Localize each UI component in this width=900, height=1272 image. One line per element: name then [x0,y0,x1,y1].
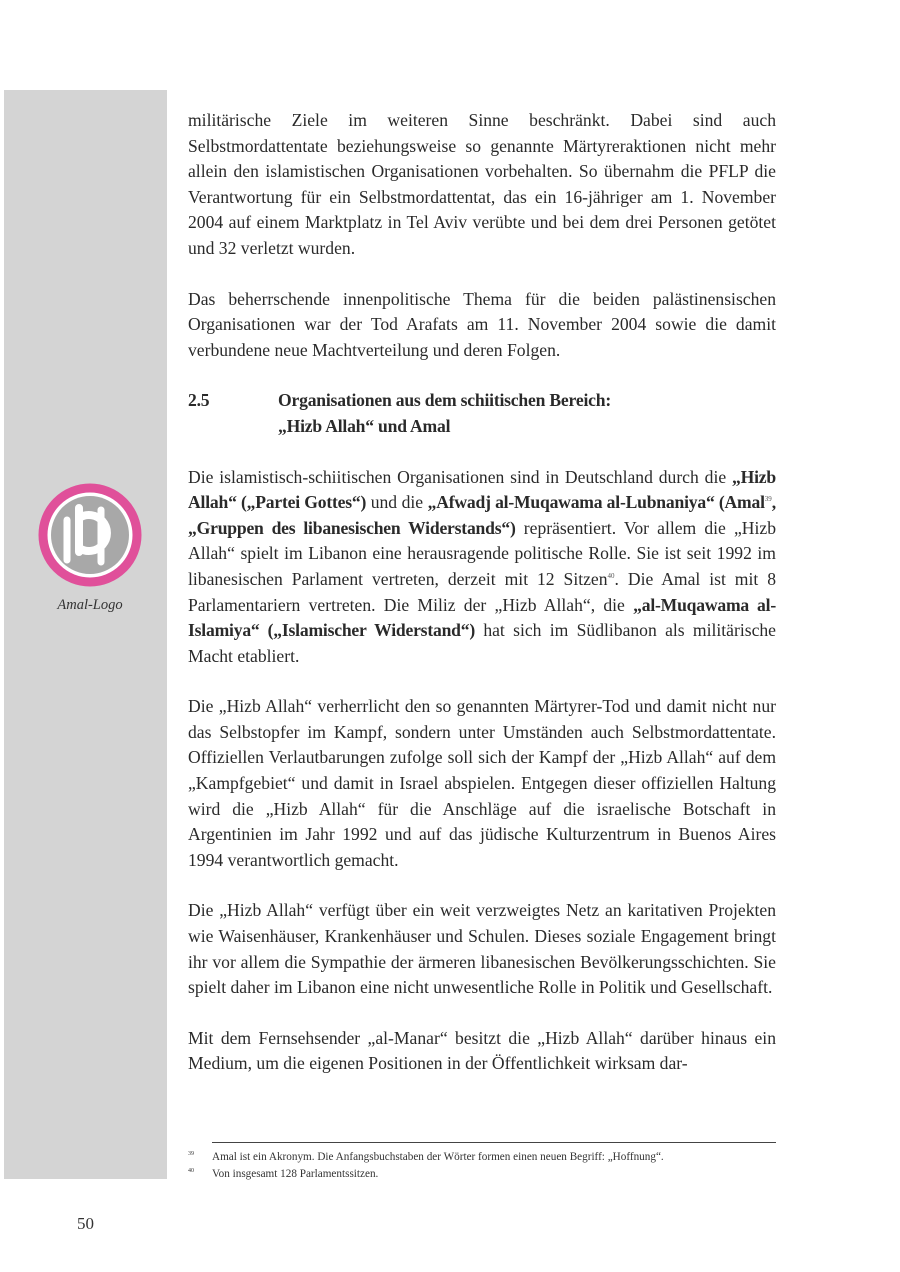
sidebar-panel [4,90,167,1179]
amal-logo [37,482,143,588]
footnote-number: 39 [188,1151,194,1157]
section-number: 2.5 [188,390,210,411]
footnote-text: Von insgesamt 128 Parlamentssitzen. [212,1168,379,1180]
page-number: 50 [77,1214,94,1233]
bold-term-gruppen: , „Gruppen des libanesischen Widerstands“) [188,492,776,538]
text-run: hat sich im Südlibanon als militärische Macht etabliert. [188,620,776,666]
footnote-ref-39: 39 [764,495,772,504]
section-heading [188,388,776,439]
bold-term-hizb-allah: „Hizb Allah“ („Partei Gottes“) [188,466,776,513]
footnote-40 [188,1166,788,1183]
bold-term-al-muqawama: „al-Muqawama al-Islamiya“ („Islamischer Widerstand“) [188,594,776,641]
footnote-39 [188,1149,788,1166]
section-title-line-1: Organisationen aus dem schiitischen Bereich: [278,390,611,411]
footnote-divider [212,1142,776,1143]
section-title-line-2: „Hizb Allah“ und Amal [278,415,451,436]
main-text [188,108,776,1102]
paragraph-5: Die „Hizb Allah“ verfügt über ein weit verzweigtes Netz an karitativen Projekten wie Waisenhäuser, Krankenhäuser und Schulen. Dieses soziale Engagement bringt ihr vor allem die Sympathie der ärmeren libanesischen Bevölkerungsschichten. Sie spielt daher im Libanon eine nicht unwesentliche Rolle in Politik und Gesellschaft. [188,900,776,998]
text-run: und die [366,492,428,513]
logo-caption: Amal-Logo [57,597,123,613]
footnote-ref-40: 40 [607,572,615,581]
text-run: repräsentiert. Vor allem die „Hizb Allah“ spielt im Libanon eine herausragende politische Rolle. Sie ist seit 1992 im libanesischen Parlament vertreten, derzeit mit 12 Sitzen [188,517,776,589]
paragraph-3 [188,465,776,670]
paragraph-1: militärische Ziele im weiteren Sinne beschränkt. Dabei sind auch Selbstmordattentate beziehungsweise so genannte Märtyreraktionen nicht mehr allein den islamistischen Organisationen vorbehalten. So übernahm die PFLP die Verantwortung für ein Selbstmordattentat, das ein 16-jähriger am 1. November 2004 auf einem Marktplatz in Tel Aviv verübte und bei dem drei Personen getötet und 32 verletzt wurden. [188,110,776,258]
text-run: Die islamistisch-schiitischen Organisationen sind in Deutschland durch die [188,466,733,487]
paragraph-4: Die „Hizb Allah“ verherrlicht den so genannten Märtyrer-Tod und damit nicht nur das Selbstopfer im Kampf, sondern unter Umständen auch Selbstmordattentate. Offiziellen Verlautbarungen zufolge soll sich der Kampf der „Hizb Allah“ auf dem „Kampfgebiet“ und damit in Israel abspielen. Entgegen dieser offiziellen Haltung wird die „Hizb Allah“ für die Anschläge auf die israelische Botschaft in Argentinien im Jahr 1992 und auf das jüdische Kulturzentrum in Buenos Aires 1994 verantwortlich gemacht. [188,696,776,870]
paragraph-6: Mit dem Fernsehsender „al-Manar“ besitzt die „Hizb Allah“ darüber hinaus ein Medium, um die eigenen Positionen in der Öffentlichkeit wirksam dar- [188,1027,776,1074]
footnote-text: Amal ist ein Akronym. Die Anfangsbuchstaben der Wörter formen einen neuen Begriff: „Hoffnung“. [212,1151,664,1163]
footnotes [188,1149,788,1183]
bold-term-amal: „Afwadj al-Muqawama al-Lubnaniya“ (Amal [427,492,765,513]
text-run: . Die Amal ist mit 8 Parlamentariern vertreten. Die Miliz der „Hizb Allah“, die [188,568,776,615]
footnote-number: 40 [188,1168,194,1174]
paragraph-2: Das beherrschende innenpolitische Thema für die beiden palästinensischen Organisationen war der Tod Arafats am 11. November 2004 sowie die damit verbundene neue Machtverteilung und deren Folgen. [188,288,776,360]
